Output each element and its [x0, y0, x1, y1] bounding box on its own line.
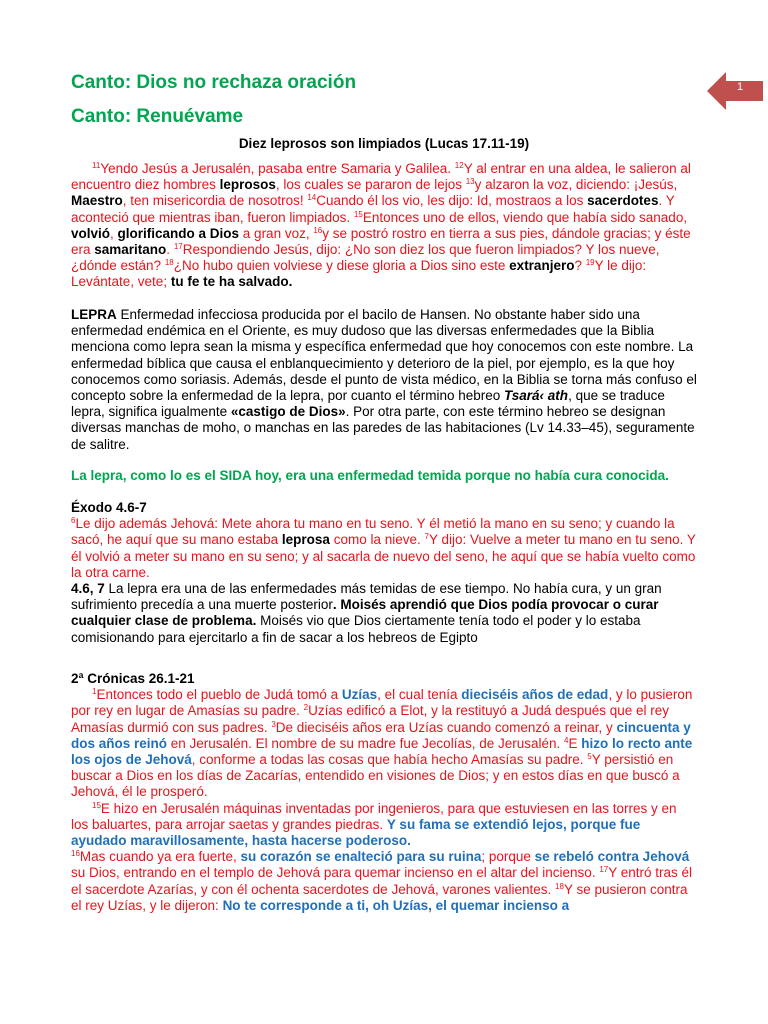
- verse-number: 11: [92, 161, 101, 170]
- verse-number: 4: [564, 735, 569, 745]
- highlight-corazon: su corazón se enalteció para su ruina: [240, 849, 482, 865]
- verse-number: 3: [271, 719, 276, 729]
- commentary-emphasis: . Moisés aprendió que Dios podía provocar o curar cualquier clase de problema.: [71, 597, 659, 629]
- keyword-volvio: volvió: [71, 225, 111, 241]
- verse-number: 15: [92, 800, 101, 810]
- verse-number: 17: [173, 242, 183, 252]
- verse-text: Y dijo: Vuelve a meter tu mano en tu seno. Y él volvió a meter su mano en su seno; y al sacarla de nuevo del seno, he aquí que se había vuelto como la otra carne.: [71, 532, 696, 580]
- verse-text: , conforme a todas las cosas que había hecho Amasías su padre.: [191, 752, 588, 768]
- definition-text: Enfermedad infecciosa producida por el bacilo de Hansen. No obstante haber sido una enfermedad endémica en el Oriente, es muy dudoso que las diversas enfermedades que la Biblia menciona como lepra sean la misma y específica enfermedad que hoy conocemos con este nombre. La enfermedad bíblica que causa el enblanquecimiento y deterioro de la piel, por ejemplo, es la que hoy conocemos como soriasis. Además, desde el punto de vista médico, en la Biblia se torna más confuso el concepto sobre la enfermedad de la lepra, por cuanto el término hebreo: [71, 307, 697, 404]
- keyword-maestro: Maestro: [71, 193, 123, 209]
- highlight-dieciseis: dieciséis años de edad: [461, 687, 609, 703]
- verse-text: en Jerusalén. El nombre de su madre fue Jecolías, de Jerusalén.: [167, 735, 565, 751]
- verse-text: , y lo pusieron por rey en lugar de Amasías su padre.: [71, 687, 693, 719]
- verse-number: 1: [92, 687, 97, 697]
- definition-term: LEPRA: [71, 307, 117, 322]
- verse-text: .: [166, 242, 174, 258]
- verse-text: Y le dijo: Levántate, vete;: [71, 258, 647, 290]
- verse-number: 19: [585, 258, 595, 268]
- keyword-extranjero: extranjero: [509, 258, 575, 274]
- keyword-sacerdotes: sacerdotes: [587, 193, 659, 209]
- hebrew-term: Tsará‹ ath: [504, 388, 569, 404]
- definition-text: , que se traduce lepra, significa igualmente: [71, 388, 665, 420]
- highlight-noteco: No te corresponde a ti, oh Uzías, el quemar incienso a: [222, 897, 570, 913]
- highlight-fama: Y su fama se extendió lejos, porque fue ayudado maravillosamente, hasta hacerse poderoso.: [71, 816, 641, 849]
- verse-text: , ten misericordia de nosotros!: [122, 193, 308, 209]
- definition-text: . Por otra parte, con este término hebreo se designan diversas manchas de moho, o manchas en las paredes de las habitaciones (Lv 14.33–45), seguramente de salitre.: [71, 404, 695, 452]
- verse-text: . Y aconteció que mientras iban, fueron limpiados.: [71, 193, 675, 225]
- verse-text: Y entró tras él el sacerdote Azarías, y con él ochenta sacerdotes de Jehová, varones valientes.: [71, 865, 693, 897]
- verse-text: Y persistió en buscar a Dios en los días de Zacarías, entendido en visiones de Dios; y en estos días en que buscó a Jehová, él le prosperó.: [71, 752, 680, 800]
- verse-text: ¿No hubo quien volviese y diese gloria a Dios sino este: [173, 258, 510, 274]
- exodo-section: [71, 500, 697, 646]
- verse-number: 17: [599, 865, 609, 875]
- verse-text: De dieciséis años era Uzías cuando comenzó a reinar, y: [275, 719, 617, 735]
- verse-text: Mas cuando ya era fuerte,: [79, 849, 241, 865]
- luke-passage: [71, 161, 697, 291]
- commentary-reference: 4.6, 7: [71, 581, 105, 597]
- verse-text: su Dios, entrando en el templo de Jehová para quemar incienso en el altar del incienso.: [71, 865, 600, 881]
- verse-text: Y se pusieron contra el rey Uzías, y le dijeron:: [71, 881, 688, 913]
- verse-text: ?: [574, 258, 586, 274]
- highlight-uzias: Uzías: [341, 687, 378, 703]
- verse-text: y alzaron la voz, diciendo: ¡Jesús,: [474, 177, 678, 193]
- verse-text: ; porque: [481, 849, 535, 865]
- verse-text: Uzías edificó a Elot, y la restituyó a Judá después que el rey Amasías durmió con sus padres.: [71, 703, 670, 735]
- keyword-leprosa: leprosa: [281, 532, 330, 548]
- highlight-rebelo: se rebeló contra Jehová: [534, 849, 690, 865]
- verse-text: , el cual tenía: [377, 687, 462, 703]
- song-title-2: Canto: Renuévame: [71, 106, 244, 127]
- keyword-leprosos: leprosos: [219, 177, 276, 193]
- verse-number: 18: [164, 258, 174, 268]
- verse-number: 15: [353, 209, 363, 219]
- verse-text: Cuando él los vio, les dijo: Id, mostraos a los: [316, 193, 588, 209]
- verse-text: Entonces todo el pueblo de Judá tomó a: [96, 687, 342, 703]
- highlight-cincuenta: cincuenta y dos años reinó: [71, 719, 691, 751]
- castigo-term: «castigo de Dios»: [230, 404, 346, 420]
- verse-text: a gran voz,: [239, 225, 314, 241]
- verse-text: Le dijo además Jehová: Mete ahora tu mano en tu seno. Y él metió la mano en su seno; y cuando la sacó, he aquí que su mano estaba: [71, 516, 675, 548]
- verse-number: 12: [454, 161, 464, 170]
- keyword-fe: tu fe te ha salvado.: [170, 274, 293, 290]
- page-number: 1: [736, 81, 744, 93]
- verse-number: 13: [465, 177, 475, 187]
- exodo-reference: Éxodo 4.6-7: [71, 500, 147, 515]
- verse-text: Entonces uno de ellos, viendo que había sido sanado,: [362, 209, 688, 225]
- keyword-glorificando: glorificando a Dios: [117, 225, 240, 241]
- verse-text: ,: [110, 225, 118, 241]
- verse-text: Respondiendo Jesús, dijo: ¿No son diez los que fueron limpiados? Y los nueve, ¿dónde están?: [71, 242, 660, 274]
- commentary-text: La lepra era una de las enfermedades más temidas de ese tiempo. No había cura, y un gran sufrimiento precedía a una muerte posterior: [71, 581, 662, 613]
- green-note: [71, 468, 697, 484]
- verse-number: 6: [71, 516, 76, 526]
- verse-number: 7: [424, 532, 429, 542]
- verse-number: 14: [307, 193, 317, 203]
- verse-text: E: [568, 735, 582, 751]
- verse-text: Y al entrar en una aldea, le salieron al encuentro diez hombres: [71, 161, 691, 193]
- verse-text: Yendo Jesús a Jerusalén, pasaba entre Samaria y Galilea.: [100, 161, 455, 176]
- commentary-text: Moisés vio que Dios ciertamente tenía todo el poder y lo estaba comisionando para ejercitarlo a fin de sacar a los hebreos de Egipto: [71, 613, 641, 645]
- note-text: La lepra, como lo es el SIDA hoy, era una enfermedad temida porque no había cura conocida.: [71, 468, 669, 483]
- verse-number: 5: [587, 752, 592, 762]
- cronicas-section: [71, 671, 697, 914]
- song-title-1: Canto: Dios no rechaza oración: [71, 72, 357, 93]
- verse-number: 18: [555, 881, 564, 891]
- verse-text: y se postró rostro en tierra a sus pies, dándole gracias; y éste era: [71, 225, 691, 258]
- verse-text: como la nieve.: [329, 532, 425, 548]
- cronicas-reference: 2ª Crónicas 26.1-21: [71, 671, 195, 686]
- lepra-definition: [71, 307, 697, 453]
- verse-number: 16: [71, 849, 80, 859]
- verse-text: , los cuales se pararon de lejos: [275, 177, 466, 193]
- verse-text: E hizo en Jerusalén máquinas inventadas por ingenieros, para que estuviesen en las torres y en los baluartes, para arrojar saetas y grandes piedras.: [71, 800, 677, 832]
- highlight-recto: hizo lo recto ante los ojos de Jehová: [71, 735, 693, 768]
- keyword-samaritano: samaritano: [94, 242, 167, 258]
- verse-number: 2: [303, 703, 309, 713]
- section-title: Diez leprosos son limpiados (Lucas 17.11-19): [238, 136, 530, 151]
- verse-number: 16: [313, 225, 323, 235]
